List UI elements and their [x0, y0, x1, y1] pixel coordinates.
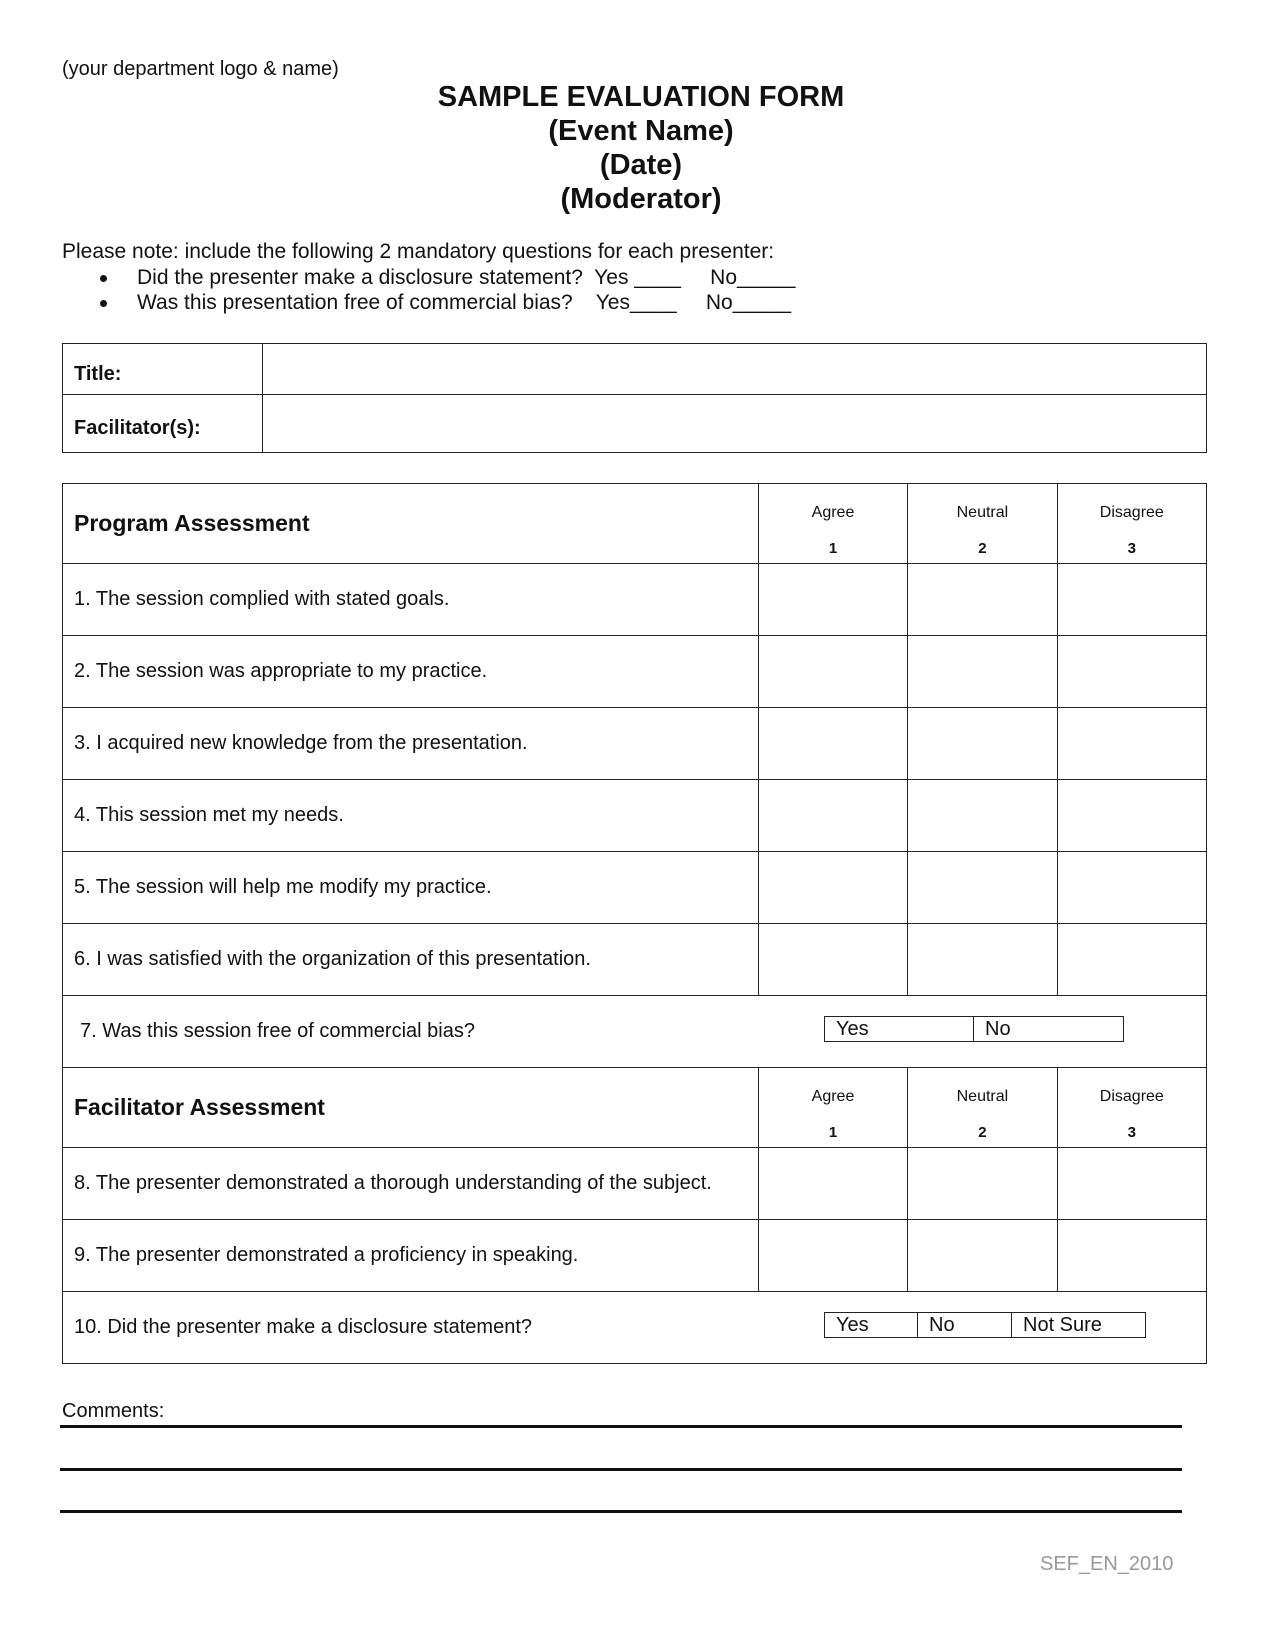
scale-header	[1057, 1068, 1206, 1148]
assessment-table	[62, 483, 1207, 1364]
list-item	[62, 265, 796, 290]
question-text: 5. The session will help me modify my practice.	[63, 852, 759, 924]
rating-cell-agree[interactable]	[758, 852, 907, 924]
table-row	[63, 780, 1207, 852]
scale-label: Disagree	[1099, 504, 1164, 521]
table-row	[63, 1220, 1207, 1292]
rating-cell-disagree[interactable]	[1057, 924, 1206, 996]
rating-cell-agree[interactable]	[758, 1220, 907, 1292]
rating-cell-disagree[interactable]	[1057, 1220, 1206, 1292]
facilitators-label: Facilitator(s):	[63, 395, 263, 453]
table-row	[63, 564, 1207, 636]
question-text: 7. Was this session free of commercial bias?	[80, 1020, 475, 1042]
rating-cell-neutral[interactable]	[908, 1148, 1057, 1220]
scale-number: 1	[828, 1124, 838, 1141]
scale-header	[758, 484, 907, 564]
question-text: 4. This session met my needs.	[63, 780, 759, 852]
event-date: (Date)	[599, 149, 683, 181]
question-text: 3. I acquired new knowledge from the presentation.	[63, 708, 759, 780]
yes-option[interactable]: Yes	[825, 1313, 918, 1337]
comment-line[interactable]	[60, 1425, 1182, 1428]
facilitators-field[interactable]	[263, 395, 1207, 453]
yes-option[interactable]: Yes	[825, 1017, 974, 1041]
no-option[interactable]: No	[918, 1313, 1012, 1337]
list-item	[62, 290, 792, 315]
bullet-icon	[100, 300, 107, 307]
comments-label: Comments:	[62, 1400, 165, 1422]
note-intro: Please note: include the following 2 mandatory questions for each presenter:	[62, 240, 775, 263]
question-text: 6. I was satisfied with the organization of this presentation.	[63, 924, 759, 996]
scale-header	[1057, 484, 1206, 564]
table-row	[63, 1148, 1207, 1220]
bias-choice-box	[824, 1016, 1124, 1042]
rating-cell-agree[interactable]	[758, 1148, 907, 1220]
comment-line[interactable]	[60, 1468, 1182, 1471]
mandatory-question: Did the presenter make a disclosure statement? Yes ____ No_____	[137, 266, 796, 289]
scale-label: Agree	[811, 1088, 855, 1105]
scale-header	[758, 1068, 907, 1148]
scale-label: Agree	[811, 504, 855, 521]
no-option[interactable]: No	[985, 1018, 1011, 1040]
scale-number: 3	[1127, 540, 1136, 557]
rating-cell-agree[interactable]	[758, 564, 907, 636]
rating-cell-disagree[interactable]	[1057, 1148, 1206, 1220]
question-10-cell	[63, 1292, 1207, 1364]
program-assessment-heading: Program Assessment	[63, 484, 759, 564]
question-7-cell	[63, 996, 1207, 1068]
rating-cell-neutral[interactable]	[908, 1220, 1057, 1292]
session-info-table	[62, 343, 1207, 453]
question-text: 1. The session complied with stated goals.	[63, 564, 759, 636]
title-field[interactable]	[263, 344, 1207, 395]
form-title: SAMPLE EVALUATION FORM	[437, 81, 845, 113]
facilitator-assessment-heading: Facilitator Assessment	[63, 1068, 759, 1148]
comment-line[interactable]	[60, 1510, 1182, 1513]
disclosure-choice-box	[824, 1312, 1146, 1338]
rating-cell-disagree[interactable]	[1057, 852, 1206, 924]
not-sure-option[interactable]: Not Sure	[1023, 1314, 1102, 1336]
rating-cell-agree[interactable]	[758, 636, 907, 708]
scale-number: 1	[828, 540, 838, 557]
table-row	[63, 852, 1207, 924]
scale-label: Neutral	[956, 1088, 1009, 1105]
rating-cell-disagree[interactable]	[1057, 708, 1206, 780]
rating-cell-disagree[interactable]	[1057, 780, 1206, 852]
moderator: (Moderator)	[560, 183, 722, 215]
table-row	[63, 708, 1207, 780]
scale-number: 3	[1127, 1124, 1136, 1141]
table-row	[63, 924, 1207, 996]
form-code: SEF_EN_2010	[1040, 1553, 1174, 1575]
title-label: Title:	[63, 344, 263, 395]
mandatory-question-list	[62, 265, 796, 315]
scale-label: Disagree	[1099, 1088, 1164, 1105]
question-text: 10. Did the presenter make a disclosure statement?	[74, 1316, 533, 1338]
scale-header	[908, 484, 1057, 564]
bullet-icon	[100, 275, 107, 282]
rating-cell-neutral[interactable]	[908, 924, 1057, 996]
rating-cell-agree[interactable]	[758, 780, 907, 852]
rating-cell-neutral[interactable]	[908, 780, 1057, 852]
rating-cell-disagree[interactable]	[1057, 636, 1206, 708]
question-text: 2. The session was appropriate to my practice.	[63, 636, 759, 708]
event-name: (Event Name)	[548, 115, 734, 147]
question-text: 8. The presenter demonstrated a thorough understanding of the subject.	[63, 1148, 759, 1220]
scale-number: 2	[978, 540, 987, 557]
question-text: 9. The presenter demonstrated a proficiency in speaking.	[63, 1220, 759, 1292]
mandatory-question: Was this presentation free of commercial bias? Yes____ No_____	[137, 291, 792, 314]
scale-number: 2	[978, 1124, 987, 1141]
table-row	[63, 1292, 1207, 1364]
scale-header	[908, 1068, 1057, 1148]
table-row	[63, 636, 1207, 708]
department-placeholder: (your department logo & name)	[62, 58, 339, 80]
rating-cell-neutral[interactable]	[908, 636, 1057, 708]
rating-cell-disagree[interactable]	[1057, 564, 1206, 636]
rating-cell-neutral[interactable]	[908, 564, 1057, 636]
scale-label: Neutral	[956, 504, 1009, 521]
rating-cell-agree[interactable]	[758, 924, 907, 996]
rating-cell-neutral[interactable]	[908, 852, 1057, 924]
form-header	[0, 80, 1275, 216]
rating-cell-agree[interactable]	[758, 708, 907, 780]
table-row	[63, 996, 1207, 1068]
rating-cell-neutral[interactable]	[908, 708, 1057, 780]
